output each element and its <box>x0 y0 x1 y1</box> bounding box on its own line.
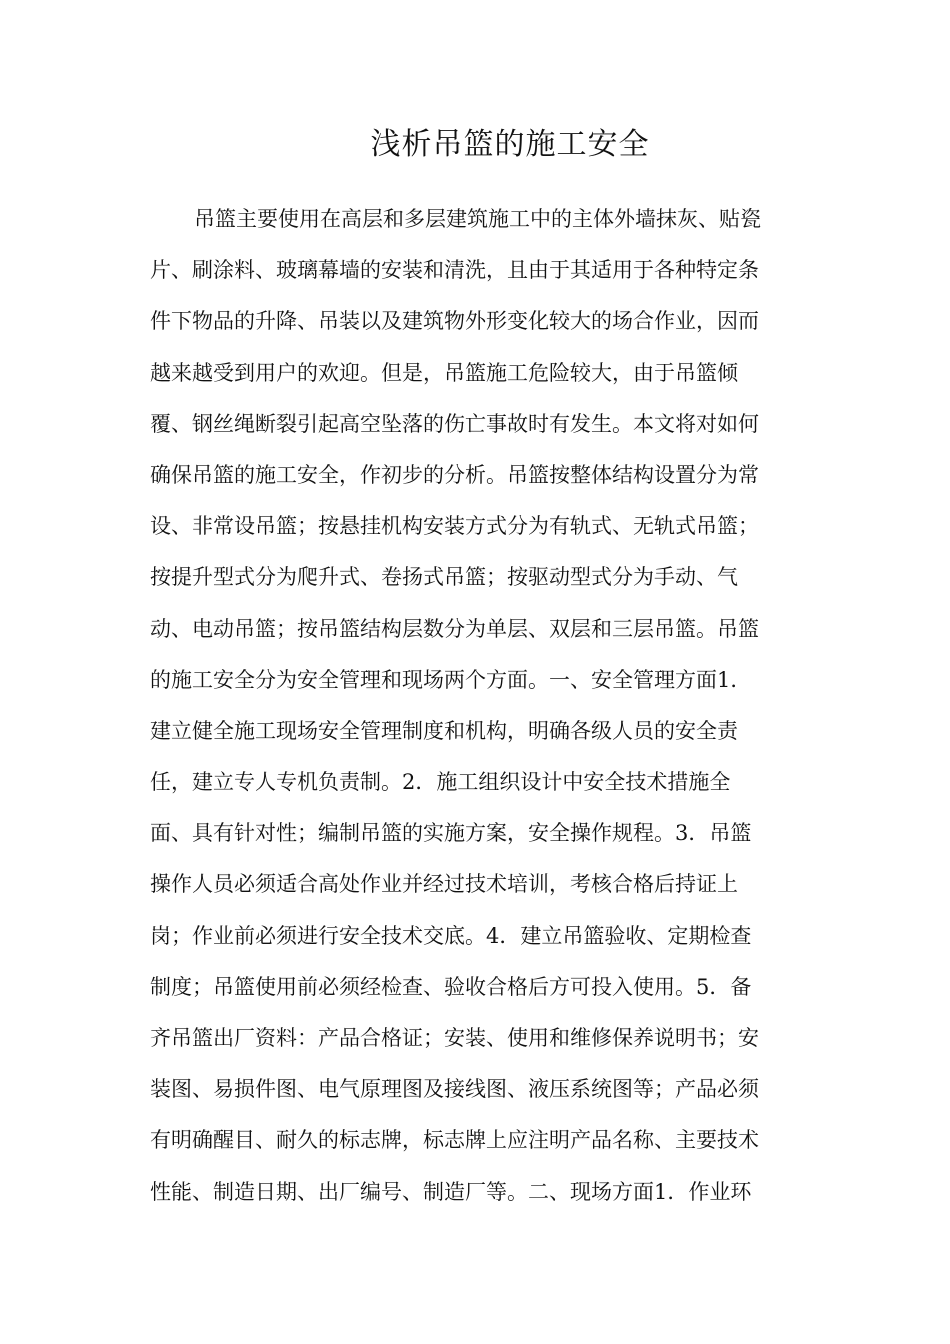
body-line-7: 设、非常设吊篮；按悬挂机构安装方式分为有轨式、无轨式吊篮； <box>150 514 759 539</box>
body-line-8: 按提升型式分为爬升式、卷扬式吊篮；按驱动型式分为手动、气 <box>150 565 738 590</box>
body-line-15: 岗；作业前必须进行安全技术交底。4．建立吊篮验收、定期检查 <box>150 923 752 948</box>
body-line-3: 件下物品的升降、吊装以及建筑物外形变化较大的场合作业，因而 <box>150 309 759 334</box>
body-line-4: 越来越受到用户的欢迎。但是，吊篮施工危险较大，由于吊篮倾 <box>150 360 738 385</box>
body-line-9: 动、电动吊篮；按吊篮结构层数分为单层、双层和三层吊篮。吊篮 <box>150 616 759 641</box>
body-line-18: 装图、易损件图、电气原理图及接线图、液压系统图等；产品必须 <box>150 1077 759 1102</box>
body-line-13: 面、具有针对性；编制吊篮的实施方案，安全操作规程。3．吊篮 <box>150 821 752 846</box>
body-line-6: 确保吊篮的施工安全，作初步的分析。吊篮按整体结构设置分为常 <box>150 462 759 487</box>
document-body <box>150 194 802 1218</box>
body-line-19: 有明确醒目、耐久的标志牌，标志牌上应注明产品名称、主要技术 <box>150 1128 759 1153</box>
body-line-20: 性能、制造日期、出厂编号、制造厂等。二、现场方面1．作业环 <box>150 1179 752 1204</box>
body-line-11: 建立健全施工现场安全管理制度和机构，明确各级人员的安全责 <box>150 718 738 743</box>
body-line-5: 覆、钢丝绳断裂引起高空坠落的伤亡事故时有发生。本文将对如何 <box>150 411 759 436</box>
body-line-2: 片、刷涂料、玻璃幕墙的安装和清洗，且由于其适用于各种特定条 <box>150 258 759 283</box>
document-title: 浅析吊篮的施工安全 <box>370 127 650 162</box>
body-line-16: 制度；吊篮使用前必须经检查、验收合格后方可投入使用。5．备 <box>150 974 752 999</box>
body-line-1: 吊篮主要使用在高层和多层建筑施工中的主体外墙抹灰、贴瓷 <box>194 207 761 231</box>
body-line-10: 的施工安全分为安全管理和现场两个方面。一、安全管理方面1． <box>150 667 752 692</box>
body-line-14: 操作人员必须适合高处作业并经过技术培训，考核合格后持证上 <box>150 872 738 897</box>
body-line-17: 齐吊篮出厂资料：产品合格证；安装、使用和维修保养说明书；安 <box>150 1026 759 1050</box>
body-line-12: 任，建立专人专机负责制。2．施工组织设计中安全技术措施全 <box>150 770 731 795</box>
